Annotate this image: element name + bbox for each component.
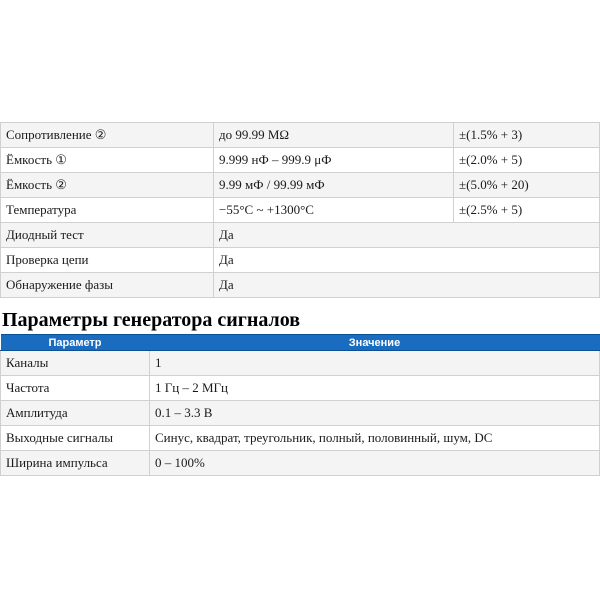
param-cell: Ёмкость ② bbox=[1, 173, 214, 198]
table-row bbox=[1, 223, 600, 248]
table-row bbox=[1, 376, 600, 401]
param-cell: Каналы bbox=[1, 351, 150, 376]
accuracy-cell: ±(1.5% + 3) bbox=[454, 123, 600, 148]
table-row bbox=[1, 401, 600, 426]
table-row bbox=[1, 273, 600, 298]
param-cell: Температура bbox=[1, 198, 214, 223]
param-cell: Ёмкость ① bbox=[1, 148, 214, 173]
param-cell: Диодный тест bbox=[1, 223, 214, 248]
generator-specs-table bbox=[0, 334, 600, 476]
value-cell: 0.1 – 3.3 В bbox=[150, 401, 600, 426]
range-cell: 9.99 мФ / 99.99 мФ bbox=[214, 173, 454, 198]
measurement-specs-table bbox=[0, 122, 600, 298]
accuracy-cell: ±(2.0% + 5) bbox=[454, 148, 600, 173]
value-cell: Да bbox=[214, 273, 600, 298]
table-row bbox=[1, 198, 600, 223]
range-cell: до 99.99 MΩ bbox=[214, 123, 454, 148]
range-cell: −55°C ~ +1300°C bbox=[214, 198, 454, 223]
value-cell: 0 – 100% bbox=[150, 451, 600, 476]
value-cell: Синус, квадрат, треугольник, полный, половинный, шум, DC bbox=[150, 426, 600, 451]
table-row bbox=[1, 351, 600, 376]
table-row bbox=[1, 148, 600, 173]
column-header-param: Параметр bbox=[1, 335, 150, 351]
param-cell: Частота bbox=[1, 376, 150, 401]
table-row bbox=[1, 123, 600, 148]
table-row bbox=[1, 248, 600, 273]
accuracy-cell: ±(2.5% + 5) bbox=[454, 198, 600, 223]
value-cell: Да bbox=[214, 223, 600, 248]
value-cell: Да bbox=[214, 248, 600, 273]
table-row bbox=[1, 426, 600, 451]
table-header-row bbox=[1, 335, 600, 351]
accuracy-cell: ±(5.0% + 20) bbox=[454, 173, 600, 198]
param-cell: Амплитуда bbox=[1, 401, 150, 426]
param-cell: Проверка цепи bbox=[1, 248, 214, 273]
section-title: Параметры генератора сигналов bbox=[2, 309, 301, 331]
param-cell: Выходные сигналы bbox=[1, 426, 150, 451]
value-cell: 1 bbox=[150, 351, 600, 376]
table-row bbox=[1, 173, 600, 198]
param-cell: Обнаружение фазы bbox=[1, 273, 214, 298]
param-cell: Сопротивление ② bbox=[1, 123, 214, 148]
table-row bbox=[1, 451, 600, 476]
value-cell: 1 Гц – 2 МГц bbox=[150, 376, 600, 401]
param-cell: Ширина импульса bbox=[1, 451, 150, 476]
range-cell: 9.999 нФ – 999.9 μФ bbox=[214, 148, 454, 173]
column-header-value: Значение bbox=[150, 335, 600, 351]
